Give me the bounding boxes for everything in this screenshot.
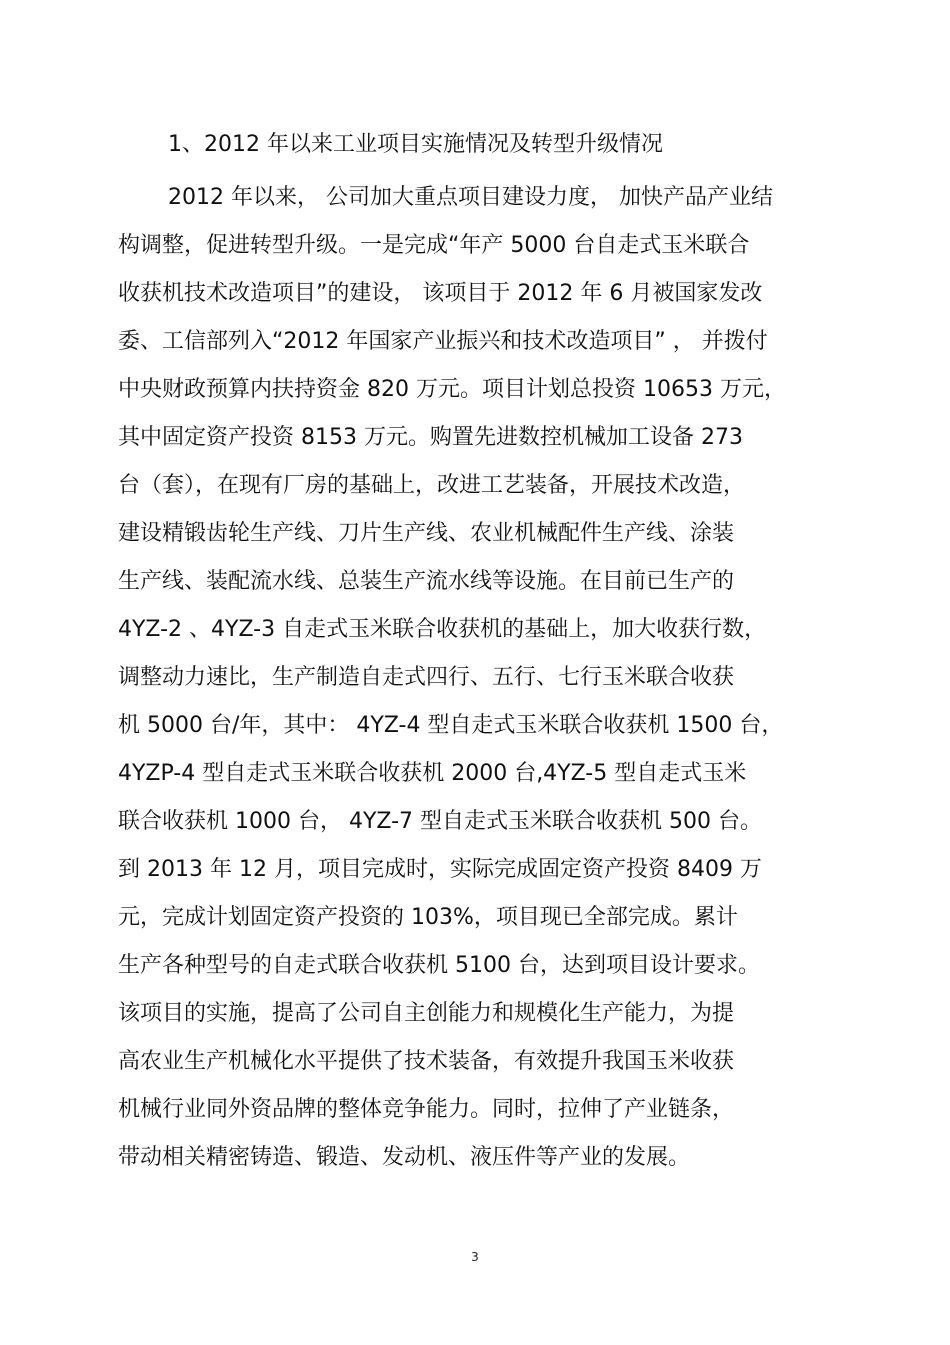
text-line-content: 其中固定资产投资 8153 万元。购置先进数控机械加工设备 273 xyxy=(118,425,743,450)
text-line xyxy=(0,902,950,950)
text-line xyxy=(0,662,950,710)
text-line-content: 机 5000 台/年，其中： 4YZ-4 型自走式玉米联合收获机 1500 台， xyxy=(118,713,784,738)
text-line xyxy=(0,422,950,470)
text-line xyxy=(0,230,950,278)
text-line-content: 调整动力速比，生产制造自走式四行、五行、七行玉米联合收获 xyxy=(118,665,735,690)
text-line-content: 构调整，促进转型升级。一是完成“年产 5000 台自走式玉米联合 xyxy=(118,233,750,258)
text-line-content: 该项目的实施，提高了公司自主创能力和规模化生产能力，为提 xyxy=(118,1001,735,1026)
body-paragraph xyxy=(0,182,950,1190)
text-line xyxy=(0,854,950,902)
text-line xyxy=(0,614,950,662)
text-line-content: 元，完成计划固定资产投资的 103%，项目现已全部完成。累计 xyxy=(118,905,738,930)
text-line-content: 联合收获机 1000 台， 4YZ-7 型自走式玉米联合收获机 500 台。 xyxy=(118,809,762,834)
text-line xyxy=(0,278,950,326)
text-line xyxy=(0,470,950,518)
text-line xyxy=(0,1142,950,1190)
text-line-content: 收获机技术改造项目”的建设， 该项目于 2012 年 6 月被国家发改 xyxy=(118,281,763,306)
text-line xyxy=(0,758,950,806)
text-line xyxy=(0,806,950,854)
text-line-content: 机械行业同外资品牌的整体竞争能力。同时，拉伸了产业链条， xyxy=(118,1097,735,1122)
page-number: 3 xyxy=(471,1250,479,1264)
text-line xyxy=(0,326,950,374)
text-line-content: 4YZP-4 型自走式玉米联合收获机 2000 台,4YZ-5 型自走式玉米 xyxy=(118,761,747,786)
text-line-content: 带动相关精密铸造、锻造、发动机、液压件等产业的发展。 xyxy=(118,1145,691,1170)
text-line xyxy=(0,1046,950,1094)
text-line-content: 高农业生产机械化水平提供了技术装备，有效提升我国玉米收获 xyxy=(118,1049,735,1074)
text-line-content: 委、工信部列入“2012 年国家产业振兴和技术改造项目” ， 并拨付 xyxy=(118,329,768,354)
text-line xyxy=(0,710,950,758)
text-line-content: 到 2013 年 12 月，项目完成时，实际完成固定资产投资 8409 万 xyxy=(118,857,762,882)
text-line-content: 建设精锻齿轮生产线、刀片生产线、农业机械配件生产线、涂装 xyxy=(118,521,735,546)
text-line-content: 生产各种型号的自走式联合收获机 5100 台，达到项目设计要求。 xyxy=(118,953,760,978)
text-line xyxy=(0,182,950,230)
text-line xyxy=(0,566,950,614)
text-line-content: 中央财政预算内扶持资金 820 万元。项目计划总投资 10653 万元， xyxy=(118,377,786,402)
text-line-content: 生产线、装配流水线、总装生产流水线等设施。在目前已生产的 xyxy=(118,569,735,594)
text-line xyxy=(0,518,950,566)
text-line-content: 台（套），在现有厂房的基础上，改进工艺装备，开展技术改造， xyxy=(118,473,746,498)
text-line xyxy=(0,374,950,422)
text-line-content: 2012 年以来， 公司加大重点项目建设力度， 加快产品产业结 xyxy=(168,185,773,210)
text-line xyxy=(0,950,950,998)
text-line xyxy=(0,998,950,1046)
text-line xyxy=(0,1094,950,1142)
text-line-content: 4YZ-2 、4YZ-3 自走式玉米联合收获机的基础上，加大收获行数， xyxy=(118,617,767,642)
section-heading: 1、2012 年以来工业项目实施情况及转型升级情况 xyxy=(168,132,663,157)
